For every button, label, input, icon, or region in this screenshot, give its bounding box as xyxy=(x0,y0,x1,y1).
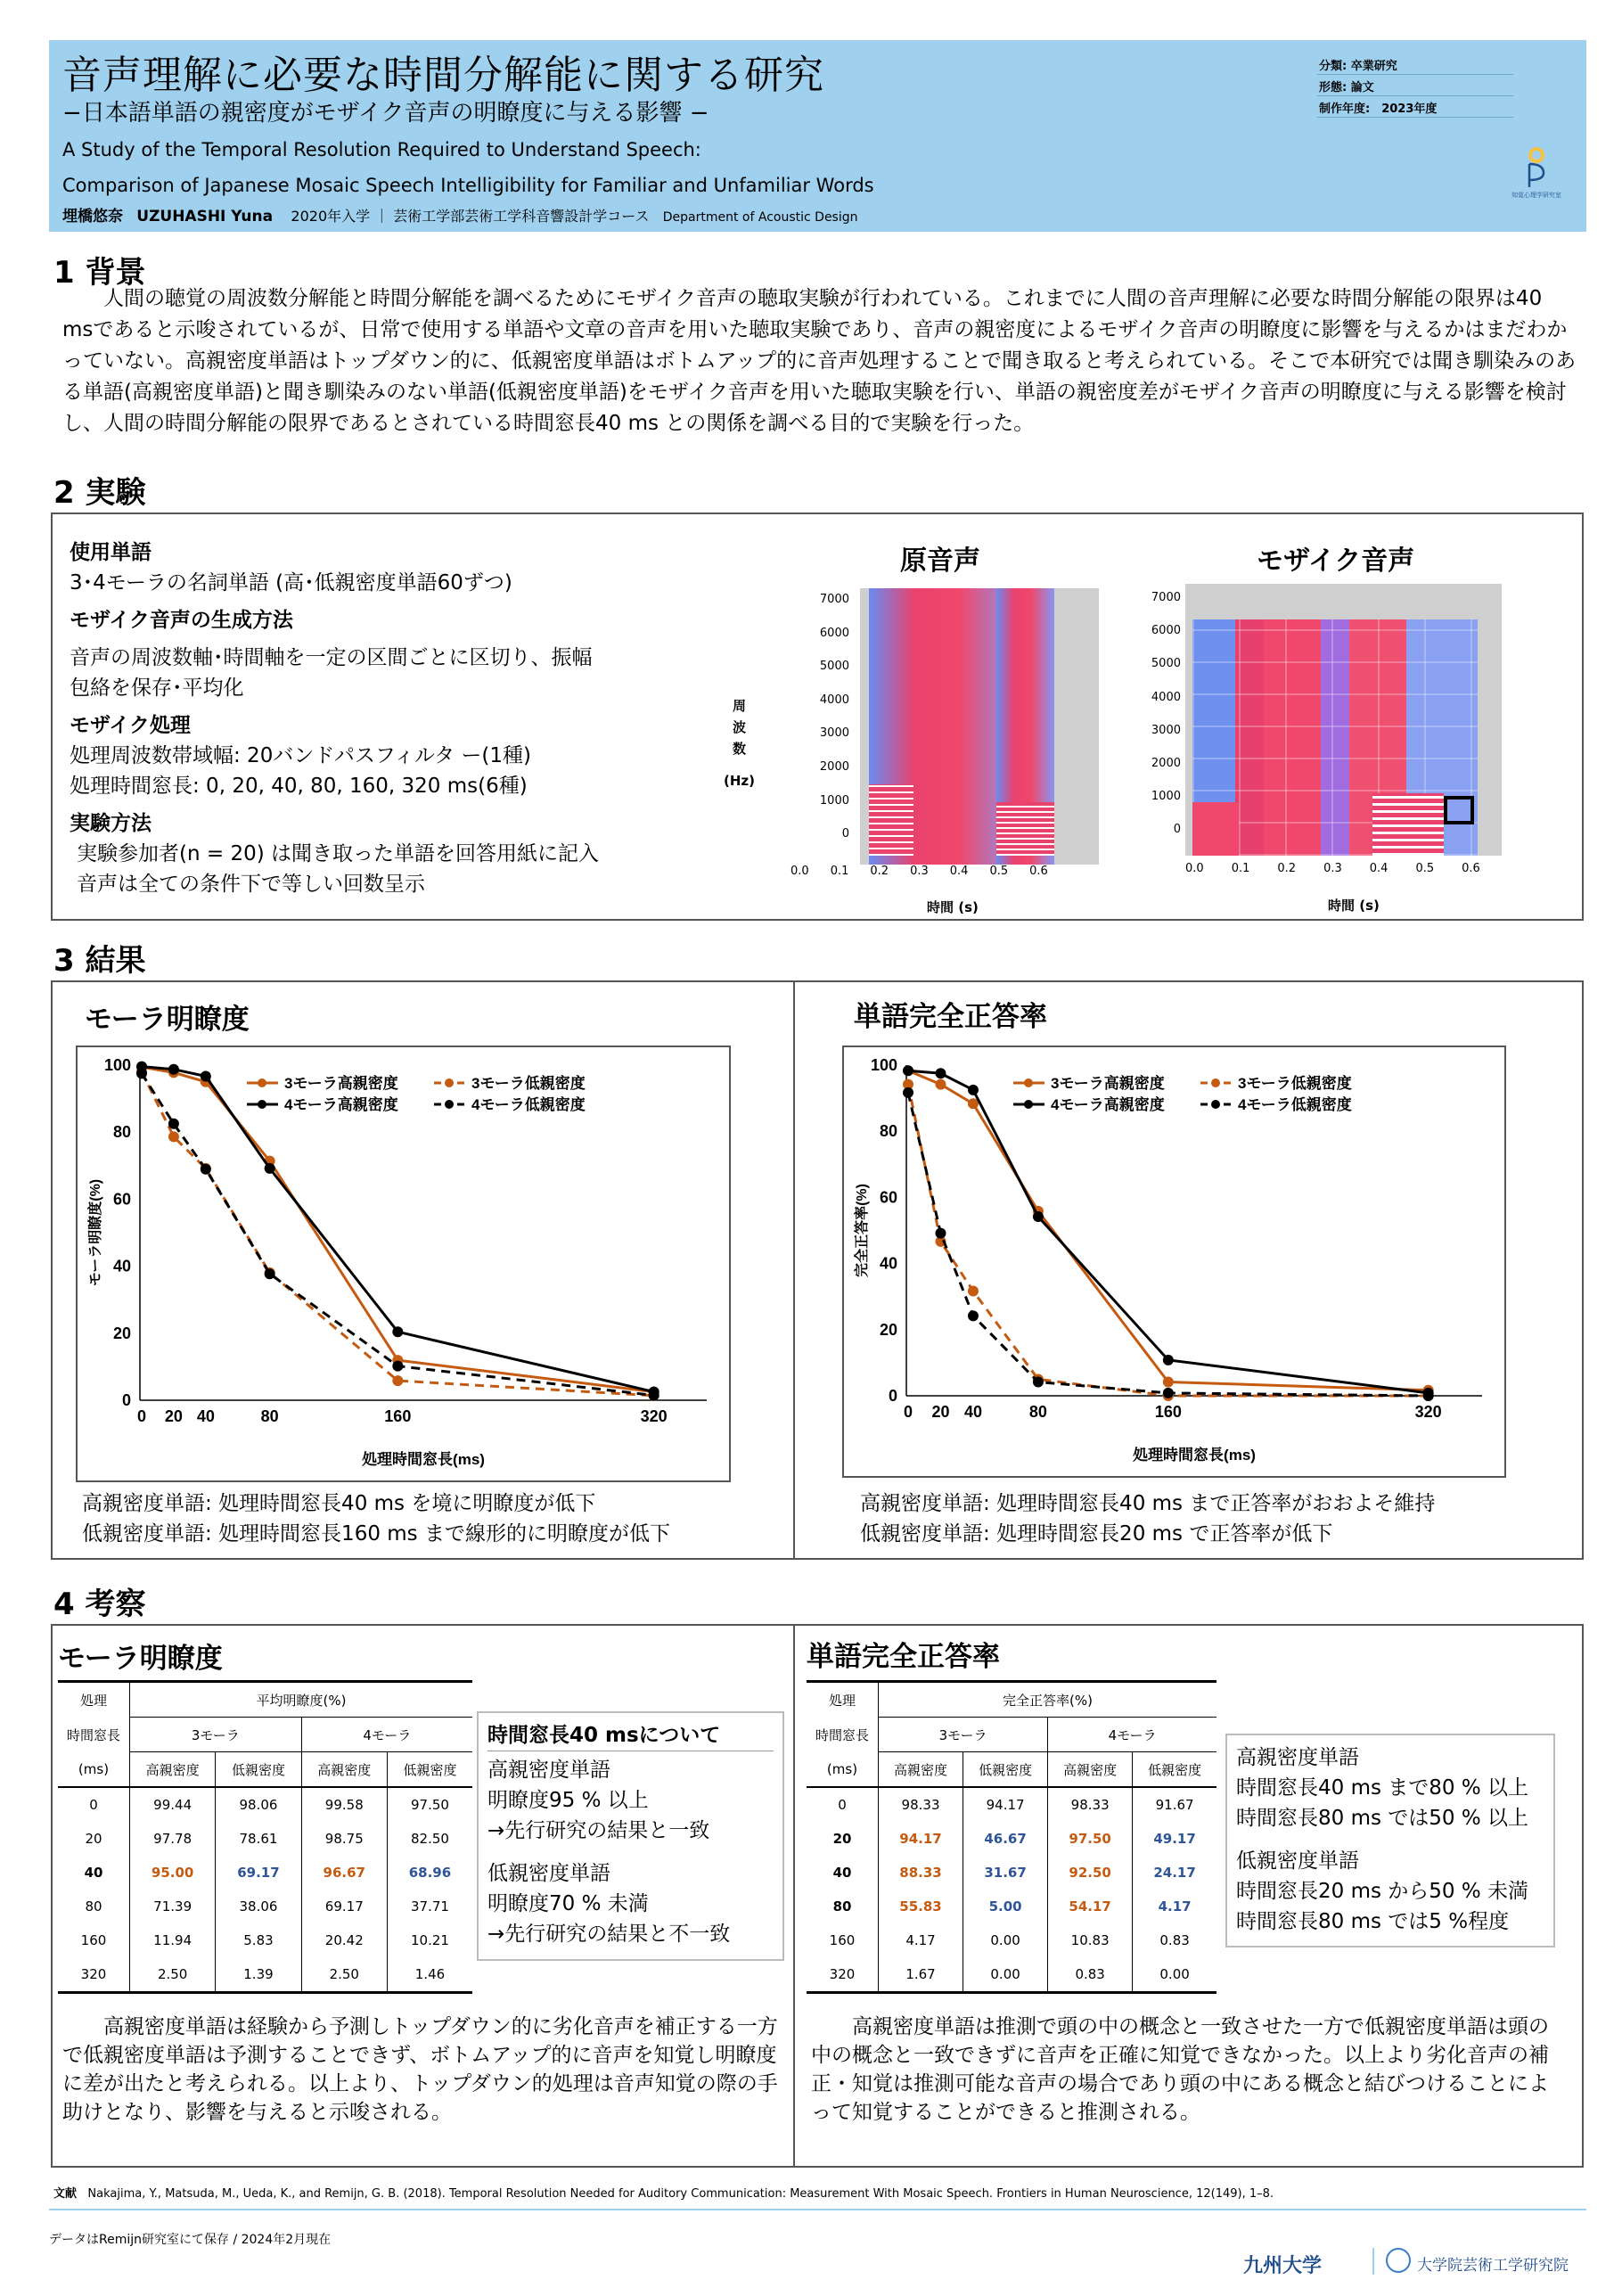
data-point xyxy=(968,1286,979,1297)
spec-mosaic-xlabel: 時間 (s) xyxy=(1328,898,1380,914)
data-point xyxy=(168,1064,179,1075)
table-cell-window: 20 xyxy=(85,1831,102,1847)
x-tick-label: 0 xyxy=(903,1403,913,1421)
y-tick-label: 20 xyxy=(112,1324,131,1342)
series-line xyxy=(908,1070,1429,1393)
spec-original-yticks xyxy=(809,583,849,851)
table-cell-value: 38.06 xyxy=(216,1890,301,1923)
xtick: 0.3 xyxy=(910,865,929,878)
th-hi: 高親密度 xyxy=(1048,1752,1133,1788)
left-note-box xyxy=(477,1711,784,1961)
th-ms: (ms) xyxy=(826,1760,858,1777)
table-row xyxy=(807,1957,1216,1993)
legend-label: 3モーラ高親密度 xyxy=(284,1075,398,1092)
gen-text-1: 音声の周波数軸･時間軸を一定の区間ごとに区切り、振幅 xyxy=(70,646,593,669)
table-cell-value: 0.00 xyxy=(963,1923,1048,1957)
series-line xyxy=(142,1073,654,1395)
ytick: 6000 xyxy=(1151,624,1181,638)
table-cell-window: 20 xyxy=(832,1831,852,1847)
x-tick-label: 0 xyxy=(136,1407,147,1425)
page-subtitle: −日本語単語の親密度がモザイク音声の明瞭度に与える影響 − xyxy=(62,100,709,127)
table-cell-value: 82.50 xyxy=(387,1822,472,1856)
discussion-right-text: 高親密度単語は推測で頭の中の概念と一致させた一方で低親密度単語は頭の中の概念と一致できずに音声を正確に知覚できなかった。以上より劣化音声の補正・知覚は推測可能な音声の場合であり頭の中にある概念と結びつけることによって知覚することができると推測される。 xyxy=(811,2015,1549,2124)
table-cell-value: 1.46 xyxy=(387,1957,472,1993)
section-1-heading: 1 背景 xyxy=(53,255,146,291)
x-tick-label: 20 xyxy=(164,1407,183,1425)
th-group: 完全正答率(%) xyxy=(879,1682,1217,1718)
x-tick-label: 320 xyxy=(640,1407,668,1425)
y-tick-label: 80 xyxy=(879,1122,897,1141)
table-cell-value: 24.17 xyxy=(1133,1856,1216,1890)
footer-line xyxy=(49,2209,1586,2210)
experiment-text xyxy=(70,537,711,899)
data-point xyxy=(201,1164,211,1175)
th-win: 時間窓長 xyxy=(66,1726,120,1743)
chart-mora-svg xyxy=(78,1047,729,1480)
y-tick-label: 40 xyxy=(112,1257,131,1275)
data-point xyxy=(168,1131,179,1142)
th-mora3: 3モーラ xyxy=(130,1718,302,1752)
section-3-heading: 3 結果 xyxy=(53,943,146,979)
th-lo: 低親密度 xyxy=(216,1752,301,1788)
data-point xyxy=(1033,1211,1044,1222)
meta-info xyxy=(1317,53,1513,118)
discussion-right-title: 単語完全正答率 xyxy=(807,1641,1000,1673)
results-right-caption-2: 低親密度単語: 処理時間窓長20 ms で正答率が低下 xyxy=(860,1522,1333,1546)
y-tick-label: 100 xyxy=(870,1056,897,1074)
grad-school: 大学院芸術工学研究院 xyxy=(1417,2257,1569,2275)
table-cell-value: 98.33 xyxy=(1048,1787,1133,1822)
method-heading: 実験方法 xyxy=(70,812,152,835)
series-line xyxy=(908,1085,1429,1396)
ytick: 5000 xyxy=(819,660,849,674)
th-win: 時間窓長 xyxy=(815,1726,869,1743)
th-proc: 処理 xyxy=(828,1692,856,1709)
table-cell-value: 94.17 xyxy=(879,1822,963,1856)
y-axis-label: 完全正答率(%) xyxy=(855,1184,870,1277)
th-mora4: 4モーラ xyxy=(1048,1718,1216,1752)
english-title-line-1: A Study of the Temporal Resolution Required to Understand Speech: xyxy=(62,139,701,160)
table-row xyxy=(807,1856,1216,1890)
ytick: 2000 xyxy=(1151,757,1181,771)
meta-category: 分類: 卒業研究 xyxy=(1317,53,1513,75)
x-tick-label: 80 xyxy=(260,1407,279,1425)
results-left-title: モーラ明瞭度 xyxy=(85,1004,250,1036)
data-point xyxy=(392,1361,403,1372)
x-tick-label: 40 xyxy=(963,1403,982,1421)
th-hi: 高親密度 xyxy=(130,1752,216,1788)
reference-text: Nakajima, Y., Matsuda, M., Ueda, K., and Remijn, G. B. (2018). Temporal Resolution Needed for Auditory Communication: Measurement With Mosaic Speech. Frontiers in Human Neuroscience, 12(149), 1–8. xyxy=(87,2187,1274,2201)
data-point xyxy=(265,1163,275,1174)
ytick: 0 xyxy=(841,827,849,841)
table-row xyxy=(58,1856,472,1890)
th-mora4: 4モーラ xyxy=(301,1718,472,1752)
words-text: 3･4モーラの名詞単語 (高･低親密度単語60ずつ) xyxy=(70,571,512,594)
x-tick-label: 20 xyxy=(931,1403,950,1421)
series-line xyxy=(908,1070,1429,1390)
spec-mosaic-title: モザイク音声 xyxy=(1257,545,1415,577)
table-cell-value: 97.50 xyxy=(1048,1822,1133,1856)
table-cell-value: 95.00 xyxy=(130,1856,216,1890)
ytick: 3000 xyxy=(1151,723,1181,737)
y-tick-label: 60 xyxy=(879,1188,897,1207)
xtick: 0.0 xyxy=(1185,862,1204,875)
data-point xyxy=(935,1079,946,1090)
right-note-1: 高親密度単語 xyxy=(1236,1746,1359,1769)
xtick: 0.5 xyxy=(1415,862,1435,875)
legend-label: 4モーラ低親密度 xyxy=(471,1096,586,1113)
university-name: 九州大学 xyxy=(1243,2254,1323,2277)
ytick: 5000 xyxy=(1151,657,1181,671)
x-tick-label: 320 xyxy=(1414,1403,1442,1421)
table-word xyxy=(807,1680,1216,1994)
legend-marker xyxy=(445,1078,454,1087)
ytick: 0 xyxy=(1173,823,1181,837)
x-axis-label: 処理時間窓長(ms) xyxy=(362,1451,485,1468)
table-mora xyxy=(58,1680,472,1994)
table-cell-value: 0.83 xyxy=(1048,1957,1133,1993)
method-text-2: 音声は全ての条件下で等しい回数呈示 xyxy=(77,873,425,896)
xtick: 0.4 xyxy=(1369,862,1389,875)
data-point xyxy=(168,1119,179,1129)
left-note-head: 時間窓長40 msについて xyxy=(487,1720,774,1751)
table-cell-value: 68.96 xyxy=(387,1856,472,1890)
y-tick-label: 0 xyxy=(888,1387,897,1405)
data-point xyxy=(1423,1390,1434,1401)
th-lo: 低親密度 xyxy=(387,1752,472,1788)
table-cell-window: 160 xyxy=(80,1932,107,1948)
english-title-line-2: Comparison of Japanese Mosaic Speech Intelligibility for Familiar and Unfamiliar Words xyxy=(62,175,874,196)
results-divider xyxy=(793,980,795,1560)
table-cell-value: 97.78 xyxy=(130,1822,216,1856)
right-note-3: 時間窓長80 ms では50 % 以上 xyxy=(1236,1807,1529,1830)
data-point xyxy=(136,1068,147,1078)
ytick: 1000 xyxy=(819,793,849,808)
left-note-4: 低親密度単語 xyxy=(487,1862,610,1885)
legend-marker xyxy=(258,1100,266,1109)
spec-mosaic xyxy=(1150,579,1506,865)
data-point xyxy=(265,1268,275,1279)
reference xyxy=(53,2184,1586,2201)
table-cell-value: 71.39 xyxy=(130,1890,216,1923)
table-cell-value: 88.33 xyxy=(879,1856,963,1890)
table-cell-value: 4.17 xyxy=(1133,1890,1216,1923)
series-line xyxy=(908,1093,1429,1396)
right-note-5: 時間窓長20 ms から50 % 未満 xyxy=(1236,1880,1529,1903)
table-cell-value: 20.42 xyxy=(301,1923,387,1957)
table-cell-value: 2.50 xyxy=(301,1957,387,1993)
table-cell-value: 37.71 xyxy=(387,1890,472,1923)
table-cell-value: 94.17 xyxy=(963,1787,1048,1822)
spec-mosaic-yticks xyxy=(1141,581,1181,847)
proc-heading: モザイク処理 xyxy=(70,714,191,737)
table-cell-value: 92.50 xyxy=(1048,1856,1133,1890)
proc-text-2: 処理時間窓長: 0, 20, 40, 80, 160, 320 ms(6種) xyxy=(70,775,528,798)
ytick: 6000 xyxy=(819,626,849,640)
table-cell-window: 40 xyxy=(832,1865,852,1881)
results-left-caption-1: 高親密度単語: 処理時間窓長40 ms を境に明瞭度が低下 xyxy=(82,1492,596,1515)
x-tick-label: 160 xyxy=(384,1407,412,1425)
xtick: 0.1 xyxy=(830,865,849,878)
xtick: 0.0 xyxy=(791,865,809,878)
meta-year: 制作年度: 2023年度 xyxy=(1317,96,1513,118)
ytick: 2000 xyxy=(819,759,849,774)
data-point xyxy=(903,1065,913,1076)
table-cell-value: 0.00 xyxy=(963,1957,1048,1993)
y-tick-label: 100 xyxy=(103,1056,131,1074)
y-tick-label: 80 xyxy=(112,1123,131,1142)
data-point xyxy=(935,1228,946,1239)
table-cell-value: 11.94 xyxy=(130,1923,216,1957)
ylabel-unit: (Hz) xyxy=(724,773,755,789)
table-cell-window: 40 xyxy=(84,1865,103,1881)
legend-label: 4モーラ高親密度 xyxy=(284,1096,398,1113)
table-cell-window: 0 xyxy=(89,1797,98,1813)
th-hi: 高親密度 xyxy=(879,1752,963,1788)
chart-word-svg xyxy=(844,1047,1504,1476)
data-point xyxy=(935,1068,946,1078)
data-point xyxy=(1163,1388,1174,1398)
table-cell-value: 98.06 xyxy=(216,1787,301,1822)
table-cell-window: 0 xyxy=(838,1797,847,1813)
legend-label: 3モーラ低親密度 xyxy=(471,1075,586,1092)
section-2-heading: 2 実験 xyxy=(53,475,146,511)
data-point xyxy=(903,1087,913,1098)
table-row xyxy=(58,1890,472,1923)
table-cell-value: 97.50 xyxy=(387,1787,472,1822)
spec-mosaic-low-1 xyxy=(1192,802,1239,856)
legend-marker xyxy=(445,1100,454,1109)
th-lo: 低親密度 xyxy=(963,1752,1048,1788)
y-tick-label: 20 xyxy=(879,1320,897,1339)
legend-label: 4モーラ低親密度 xyxy=(1238,1096,1352,1113)
data-point xyxy=(1163,1355,1174,1365)
chart-word xyxy=(842,1046,1506,1478)
english-title xyxy=(62,132,874,203)
left-note-3: →先行研究の結果と一致 xyxy=(487,1819,710,1842)
table-cell-window: 320 xyxy=(829,1966,856,1982)
legend-marker xyxy=(1024,1100,1033,1109)
table-cell-value: 99.58 xyxy=(301,1787,387,1822)
ylabel-char: 波 xyxy=(732,719,746,735)
left-note-2: 明瞭度95 % 以上 xyxy=(487,1789,649,1812)
ytick: 7000 xyxy=(1151,591,1181,604)
x-tick-label: 40 xyxy=(196,1407,215,1425)
series-line xyxy=(142,1071,654,1395)
right-note-4: 低親密度単語 xyxy=(1236,1849,1359,1873)
meta-format: 形態: 論文 xyxy=(1317,75,1513,96)
legend-label: 4モーラ高親密度 xyxy=(1051,1096,1165,1113)
table-cell-value: 0.83 xyxy=(1133,1923,1216,1957)
ytick: 4000 xyxy=(1151,690,1181,704)
results-right-caption-1: 高親密度単語: 処理時間窓長40 ms まで正答率がおおよそ維持 xyxy=(860,1492,1436,1515)
y-tick-label: 40 xyxy=(879,1254,897,1273)
author-line xyxy=(62,203,858,226)
legend-label: 3モーラ高親密度 xyxy=(1051,1075,1165,1092)
table-cell-value: 99.44 xyxy=(130,1787,216,1822)
left-note-5: 明瞭度70 % 未満 xyxy=(487,1892,649,1915)
table-cell-value: 69.17 xyxy=(301,1890,387,1923)
xtick: 0.6 xyxy=(1462,862,1480,875)
table-cell-value: 54.17 xyxy=(1048,1890,1133,1923)
lab-logo-icon xyxy=(1517,144,1556,189)
spec-original xyxy=(793,579,1105,865)
table-row xyxy=(58,1787,472,1822)
right-note-6: 時間窓長80 ms では5 %程度 xyxy=(1236,1910,1510,1933)
footer-sep xyxy=(1372,2248,1374,2275)
author-info: 2020年入学 ｜ 芸術工学部芸術工学科音響設計学コース xyxy=(291,208,650,225)
xtick: 0.5 xyxy=(989,865,1009,878)
page-title: 音声理解に必要な時間分解能に関する研究 xyxy=(62,53,824,98)
results-right-title: 単語完全正答率 xyxy=(854,1001,1047,1033)
legend-label: 3モーラ低親密度 xyxy=(1238,1075,1352,1092)
spec-original-ylabel xyxy=(724,695,755,791)
spec-original-harmonics-2 xyxy=(869,784,913,856)
ytick: 1000 xyxy=(1151,790,1181,804)
x-tick-label: 80 xyxy=(1028,1403,1047,1421)
table-cell-window: 80 xyxy=(832,1898,852,1915)
table-row xyxy=(807,1822,1216,1856)
table-cell-value: 10.21 xyxy=(387,1923,472,1957)
table-row xyxy=(807,1890,1216,1923)
table-cell-window: 80 xyxy=(85,1898,102,1915)
y-tick-label: 60 xyxy=(112,1190,131,1209)
data-point xyxy=(968,1085,979,1095)
table-row xyxy=(58,1822,472,1856)
data-point xyxy=(1163,1377,1174,1388)
discussion-left-title: モーラ明瞭度 xyxy=(58,1643,223,1675)
gen-text-2: 包絡を保存･平均化 xyxy=(70,676,244,700)
th-group: 平均明瞭度(%) xyxy=(130,1682,473,1718)
spec-original-harmonics xyxy=(996,802,1054,856)
table-cell-value: 55.83 xyxy=(879,1890,963,1923)
table-cell-value: 78.61 xyxy=(216,1822,301,1856)
table-row xyxy=(807,1923,1216,1957)
xtick: 0.6 xyxy=(1029,865,1048,878)
results-right-caption xyxy=(860,1488,1435,1549)
results-left-caption xyxy=(82,1488,670,1549)
spec-original-xlabel: 時間 (s) xyxy=(927,899,979,915)
grad-logo-icon xyxy=(1386,2248,1411,2273)
spec-mosaic-low-2 xyxy=(1372,793,1444,856)
legend-marker xyxy=(1211,1100,1220,1109)
data-point xyxy=(392,1326,403,1337)
x-tick-label: 160 xyxy=(1154,1403,1182,1421)
section-4-heading: 4 考察 xyxy=(53,1587,146,1622)
storage-note: データはRemijn研究室にて保存 / 2024年2月現在 xyxy=(49,2233,332,2247)
table-cell-window: 320 xyxy=(80,1966,107,1982)
table-cell-value: 0.00 xyxy=(1133,1957,1216,1993)
ylabel-char: 数 xyxy=(732,741,746,757)
data-point xyxy=(968,1310,979,1321)
xtick: 0.2 xyxy=(1277,862,1297,875)
left-note-1: 高親密度単語 xyxy=(487,1759,610,1782)
gen-heading: モザイク音声の生成方法 xyxy=(70,609,293,632)
xtick: 0.3 xyxy=(1323,862,1342,875)
xtick: 0.1 xyxy=(1231,862,1250,875)
lab-logo-text: 知覚心理学研究室 xyxy=(1511,192,1561,199)
table-cell-value: 5.00 xyxy=(963,1890,1048,1923)
discussion-divider xyxy=(793,1624,795,2168)
table-cell-value: 10.83 xyxy=(1048,1923,1133,1957)
table-cell-value: 49.17 xyxy=(1133,1822,1216,1856)
table-cell-value: 91.67 xyxy=(1133,1787,1216,1822)
data-point xyxy=(201,1071,211,1082)
table-cell-value: 1.39 xyxy=(216,1957,301,1993)
ytick: 7000 xyxy=(819,593,849,606)
department-en: Department of Acoustic Design xyxy=(662,210,858,225)
table-cell-value: 2.50 xyxy=(130,1957,216,1993)
table-row xyxy=(58,1923,472,1957)
lab-logo xyxy=(1502,144,1571,220)
legend-marker xyxy=(258,1078,266,1087)
author-name-jp: 埋橋悠奈 xyxy=(62,208,123,226)
discussion-left-text: 高親密度単語は経験から予測しトップダウン的に劣化音声を補正する一方で低親密度単語は予測することできず、ボトムアップ的に音声を知覚し明瞭度に差が出たと考えられる。以上より、トップダウン的処理は音声知覚の際の手助けとなり、影響を与えると示唆される。 xyxy=(62,2015,778,2124)
spec-original-xticks xyxy=(791,865,1147,878)
table-cell-value: 46.67 xyxy=(963,1822,1048,1856)
th-ms: (ms) xyxy=(78,1760,110,1777)
spec-original-title: 原音声 xyxy=(900,545,980,577)
table-cell-value: 98.75 xyxy=(301,1822,387,1856)
y-tick-label: 0 xyxy=(121,1391,131,1409)
right-note-2: 時間窓長40 ms まで80 % 以上 xyxy=(1236,1776,1529,1800)
x-axis-label: 処理時間窓長(ms) xyxy=(1133,1447,1256,1464)
data-point xyxy=(392,1375,403,1386)
table-cell-value: 96.67 xyxy=(301,1856,387,1890)
ytick: 3000 xyxy=(819,726,849,741)
proc-text-1: 処理周波数帯域幅: 20バンドパスフィルタ ー(1種) xyxy=(70,744,531,767)
series-line xyxy=(142,1067,654,1391)
y-axis-label: モーラ明瞭度(%) xyxy=(88,1178,103,1287)
author-name-en: UZUHASHI Yuna xyxy=(136,208,274,226)
ytick: 4000 xyxy=(819,693,849,707)
table-cell-value: 1.67 xyxy=(879,1957,963,1993)
xtick: 0.4 xyxy=(949,865,969,878)
left-note-6: →先行研究の結果と不一致 xyxy=(487,1923,731,1946)
words-heading: 使用単語 xyxy=(70,541,152,564)
mosaic-highlight-square xyxy=(1444,796,1474,824)
table-cell-value: 5.83 xyxy=(216,1923,301,1957)
series-line xyxy=(142,1067,654,1392)
right-note-box xyxy=(1225,1734,1555,1948)
chart-mora xyxy=(76,1046,731,1482)
table-row xyxy=(807,1787,1216,1822)
method-text-1: 実験参加者(n = 20) は聞き取った単語を回答用紙に記入 xyxy=(77,842,599,865)
table-cell-value: 69.17 xyxy=(216,1856,301,1890)
table-cell-value: 98.33 xyxy=(879,1787,963,1822)
th-proc: 処理 xyxy=(79,1692,107,1709)
table-cell-value: 31.67 xyxy=(963,1856,1048,1890)
xtick: 0.2 xyxy=(870,865,889,878)
table-row xyxy=(58,1957,472,1993)
data-point xyxy=(649,1390,659,1401)
legend-marker xyxy=(1211,1078,1220,1087)
reference-label: 文献 xyxy=(53,2187,78,2201)
data-point xyxy=(1033,1377,1044,1388)
table-cell-value: 4.17 xyxy=(879,1923,963,1957)
results-left-caption-2: 低親密度単語: 処理時間窓長160 ms まで線形的に明瞭度が低下 xyxy=(82,1522,670,1546)
section-1-text: 人間の聴覚の周波数分解能と時間分解能を調べるためにモザイク音声の聴取実験が行われている。これまでに人間の音声理解に必要な時間分解能の限界は40 msであると示唆されているが、日常で使用する単語や文章の音声を用いた聴取実験であり、音声の親密度によるモザイク音声の明瞭度に影響を与えるかはまだわかっていない。高親密度単語はトップダウン的に、低親密度単語はボトムアップ的に音声処理することで聞き取ると考えられている。そこで本研究では聞き馴染みのある単語(高親密度単語)と聞き馴染みのない単語(低親密度単語)をモザイク音声を用いた聴取実験を行い、単語の親密度差がモザイク音声の明瞭度に与える影響を検討し、人間の時間分解能の限界であるとされている時間窓長40 ms との関係を調べる目的で実験を行った。 xyxy=(62,287,1577,435)
table-cell-window: 160 xyxy=(829,1932,856,1948)
th-lo: 低親密度 xyxy=(1133,1752,1216,1788)
th-mora3: 3モーラ xyxy=(879,1718,1048,1752)
legend-marker xyxy=(1024,1078,1033,1087)
ylabel-char: 周 xyxy=(732,698,746,714)
th-hi: 高親密度 xyxy=(301,1752,387,1788)
spec-mosaic-xticks xyxy=(1185,862,1542,875)
